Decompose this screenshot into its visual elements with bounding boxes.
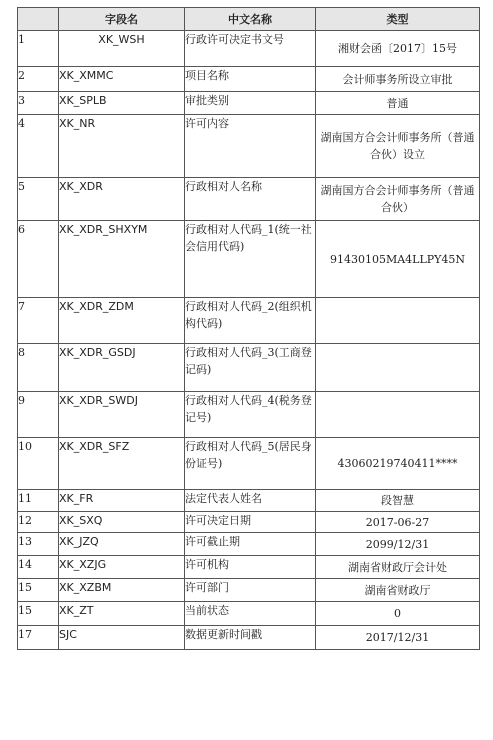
row-number: 1 [18, 31, 59, 67]
type-cell: 2017-06-27 [316, 512, 480, 533]
type-cell: 43060219740411**** [316, 438, 480, 490]
chinese-name-cell: 许可部门 [185, 579, 316, 602]
header-chinese-name: 中文名称 [185, 8, 316, 31]
type-cell: 0 [316, 602, 480, 626]
table-row [18, 579, 480, 602]
table-row [18, 602, 480, 626]
field-name-cell: SJC [59, 626, 185, 650]
table-row [18, 512, 480, 533]
row-number: 10 [18, 438, 59, 490]
header-num [18, 8, 59, 31]
field-name-cell: XK_ZT [59, 602, 185, 626]
field-definition-table [17, 7, 480, 650]
table-row [18, 298, 480, 344]
field-name-cell: XK_XDR_SHXYM [59, 221, 185, 298]
row-number: 11 [18, 490, 59, 512]
row-number: 9 [18, 392, 59, 438]
table-row [18, 178, 480, 221]
table-row [18, 392, 480, 438]
row-number: 7 [18, 298, 59, 344]
type-cell: 湖南国方合会计师事务所（普通合伙） [316, 178, 480, 221]
table-row [18, 344, 480, 392]
table-row [18, 556, 480, 579]
type-cell: 普通 [316, 92, 480, 115]
type-cell: 2099/12/31 [316, 533, 480, 556]
field-name-cell: XK_XDR_SWDJ [59, 392, 185, 438]
row-number: 14 [18, 556, 59, 579]
type-cell: 2017/12/31 [316, 626, 480, 650]
chinese-name-cell: 行政相对人代码_2(组织机构代码) [185, 298, 316, 344]
field-name-cell: XK_XDR_SFZ [59, 438, 185, 490]
field-name-cell: XK_FR [59, 490, 185, 512]
row-number: 2 [18, 67, 59, 92]
table-row [18, 221, 480, 298]
chinese-name-cell: 行政相对人代码_4(税务登记号) [185, 392, 316, 438]
field-name-cell: XK_XDR [59, 178, 185, 221]
table-row [18, 67, 480, 92]
chinese-name-cell: 许可机构 [185, 556, 316, 579]
table-row [18, 490, 480, 512]
field-name-cell: XK_NR [59, 115, 185, 178]
table-row [18, 626, 480, 650]
chinese-name-cell: 项目名称 [185, 67, 316, 92]
field-name-cell: XK_JZQ [59, 533, 185, 556]
type-cell [316, 392, 480, 438]
table-row [18, 31, 480, 67]
chinese-name-cell: 审批类别 [185, 92, 316, 115]
row-number: 4 [18, 115, 59, 178]
type-cell: 会计师事务所设立审批 [316, 67, 480, 92]
row-number: 5 [18, 178, 59, 221]
type-cell: 段智慧 [316, 490, 480, 512]
chinese-name-cell: 许可内容 [185, 115, 316, 178]
row-number: 12 [18, 512, 59, 533]
chinese-name-cell: 许可截止期 [185, 533, 316, 556]
chinese-name-cell: 行政相对人代码_3(工商登记码) [185, 344, 316, 392]
type-cell: 湖南省财政厅会计处 [316, 556, 480, 579]
table-header-row [18, 8, 480, 31]
row-number: 15 [18, 579, 59, 602]
type-cell [316, 344, 480, 392]
chinese-name-cell: 行政相对人名称 [185, 178, 316, 221]
table-row [18, 438, 480, 490]
header-type: 类型 [316, 8, 480, 31]
field-name-cell: XK_XMMC [59, 67, 185, 92]
chinese-name-cell: 当前状态 [185, 602, 316, 626]
row-number: 6 [18, 221, 59, 298]
chinese-name-cell: 行政相对人代码_1(统一社会信用代码) [185, 221, 316, 298]
type-cell [316, 298, 480, 344]
field-name-cell: XK_WSH [59, 31, 185, 67]
table-row [18, 92, 480, 115]
chinese-name-cell: 数据更新时间戳 [185, 626, 316, 650]
field-name-cell: XK_SXQ [59, 512, 185, 533]
type-cell: 91430105MA4LLPY45N [316, 221, 480, 298]
header-field-name: 字段名 [59, 8, 185, 31]
type-cell: 湖南国方合会计师事务所（普通合伙）设立 [316, 115, 480, 178]
row-number: 8 [18, 344, 59, 392]
chinese-name-cell: 许可决定日期 [185, 512, 316, 533]
chinese-name-cell: 行政许可决定书文号 [185, 31, 316, 67]
row-number: 17 [18, 626, 59, 650]
field-name-cell: XK_XZJG [59, 556, 185, 579]
row-number: 3 [18, 92, 59, 115]
row-number: 13 [18, 533, 59, 556]
chinese-name-cell: 法定代表人姓名 [185, 490, 316, 512]
type-cell: 湘财会函〔2017〕15号 [316, 31, 480, 67]
chinese-name-cell: 行政相对人代码_5(居民身份证号) [185, 438, 316, 490]
field-name-cell: XK_XDR_ZDM [59, 298, 185, 344]
type-cell: 湖南省财政厅 [316, 579, 480, 602]
field-name-cell: XK_XDR_GSDJ [59, 344, 185, 392]
field-name-cell: XK_SPLB [59, 92, 185, 115]
table-row [18, 533, 480, 556]
field-name-cell: XK_XZBM [59, 579, 185, 602]
table-row [18, 115, 480, 178]
row-number: 15 [18, 602, 59, 626]
